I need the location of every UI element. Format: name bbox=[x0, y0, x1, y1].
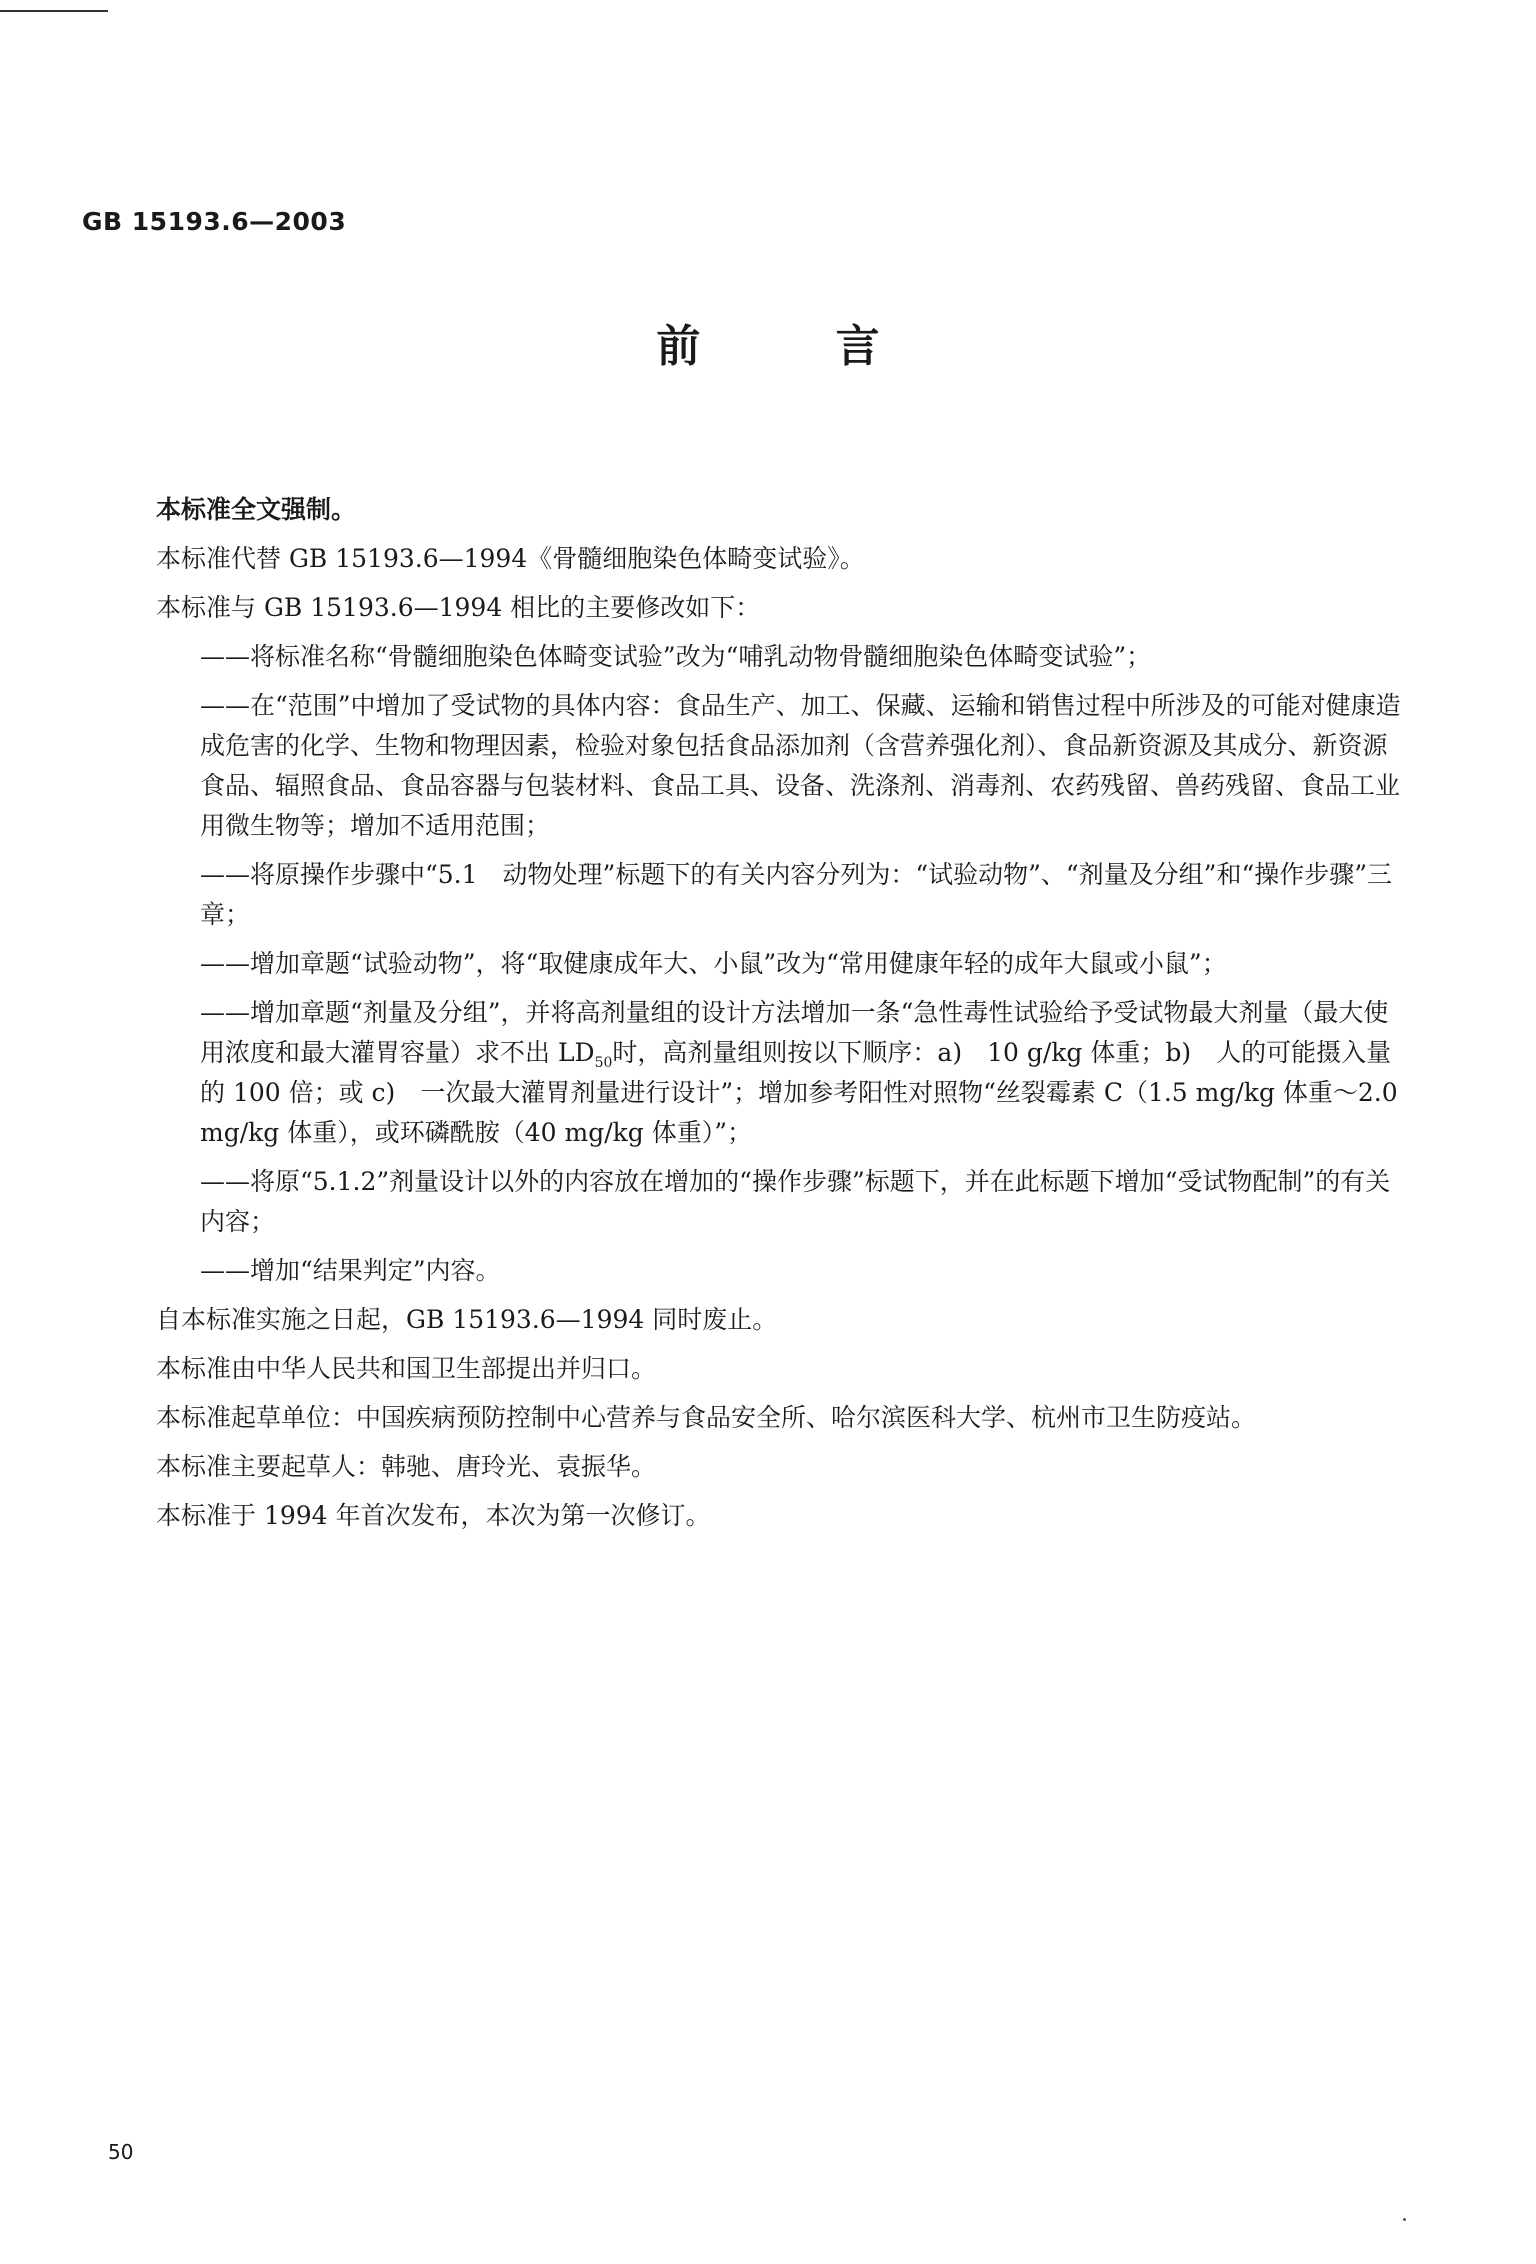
change-item bbox=[112, 993, 1412, 1153]
proposer-statement: 本标准由中华人民共和国卫生部提出并归口。 bbox=[156, 1354, 657, 1383]
publication-history: 本标准于 1994 年首次发布，本次为第一次修订。 bbox=[156, 1501, 711, 1530]
change-item: ——增加“结果判定”内容。 bbox=[200, 1256, 501, 1285]
page-title: 前 言 bbox=[656, 321, 940, 372]
page-number: 50 bbox=[108, 2140, 134, 2164]
top-rule bbox=[0, 10, 108, 12]
drafting-units: 本标准起草单位：中国疾病预防控制中心营养与食品安全所、哈尔滨医科大学、杭州市卫生防疫站。 bbox=[156, 1403, 1257, 1432]
changes-intro: 本标准与 GB 15193.6—1994 相比的主要修改如下： bbox=[156, 593, 761, 622]
change-text-part: ——增加章题“剂量及分组”，并将高剂量组的设计方法增加一条“急性毒性试验给予受试物最大剂量（最大使用浓度和最大灌胃容量）求不出 LD bbox=[200, 998, 1389, 1067]
foreword-body bbox=[112, 490, 1412, 1545]
scan-speck bbox=[1403, 2218, 1406, 2221]
abolish-statement: 自本标准实施之日起，GB 15193.6—1994 同时废止。 bbox=[156, 1305, 778, 1334]
change-item: ——在“范围”中增加了受试物的具体内容：食品生产、加工、保藏、运输和销售过程中所涉及的可能对健康造成危害的化学、生物和物理因素，检验对象包括食品添加剂（含营养强化剂）、食品新资源及其成分、新资源食品、辐照食品、食品容器与包装材料、食品工具、设备、洗涤剂、消毒剂、农药残留、兽药残留、食品工业用微生物等；增加不适用范围； bbox=[200, 691, 1401, 840]
mandatory-statement: 本标准全文强制。 bbox=[156, 495, 357, 524]
change-item: ——增加章题“试验动物”，将“取健康成年大、小鼠”改为“常用健康年轻的成年大鼠或小鼠”； bbox=[200, 949, 1227, 978]
change-item: ——将原操作步骤中“5.1 动物处理”标题下的有关内容分列为：“试验动物”、“剂量及分组”和“操作步骤”三章； bbox=[200, 860, 1393, 929]
ld50-subscript: 50 bbox=[594, 1055, 613, 1071]
change-item: ——将标准名称“骨髓细胞染色体畸变试验”改为“哺乳动物骨髓细胞染色体畸变试验”； bbox=[200, 642, 1152, 671]
change-item: ——将原“5.1.2”剂量设计以外的内容放在增加的“操作步骤”标题下，并在此标题下增加“受试物配制”的有关内容； bbox=[200, 1167, 1391, 1236]
document-code: GB 15193.6—2003 bbox=[82, 207, 347, 236]
change-text-part: 时，高剂量组则按以下顺序：a) 10 g/kg 体重；b) 人的可能摄入量的 100 倍；或 c) 一次最大灌胃剂量进行设计”；增加参考阳性对照物“丝裂霉素 C（1.5 mg/kg 体重～2.0 mg/kg 体重），或环磷酰胺（40 mg/kg 体重）”； bbox=[200, 1038, 1398, 1147]
drafters: 本标准主要起草人：韩驰、唐玲光、袁振华。 bbox=[156, 1452, 657, 1481]
replaces-statement: 本标准代替 GB 15193.6—1994《骨髓细胞染色体畸变试验》。 bbox=[156, 544, 865, 573]
